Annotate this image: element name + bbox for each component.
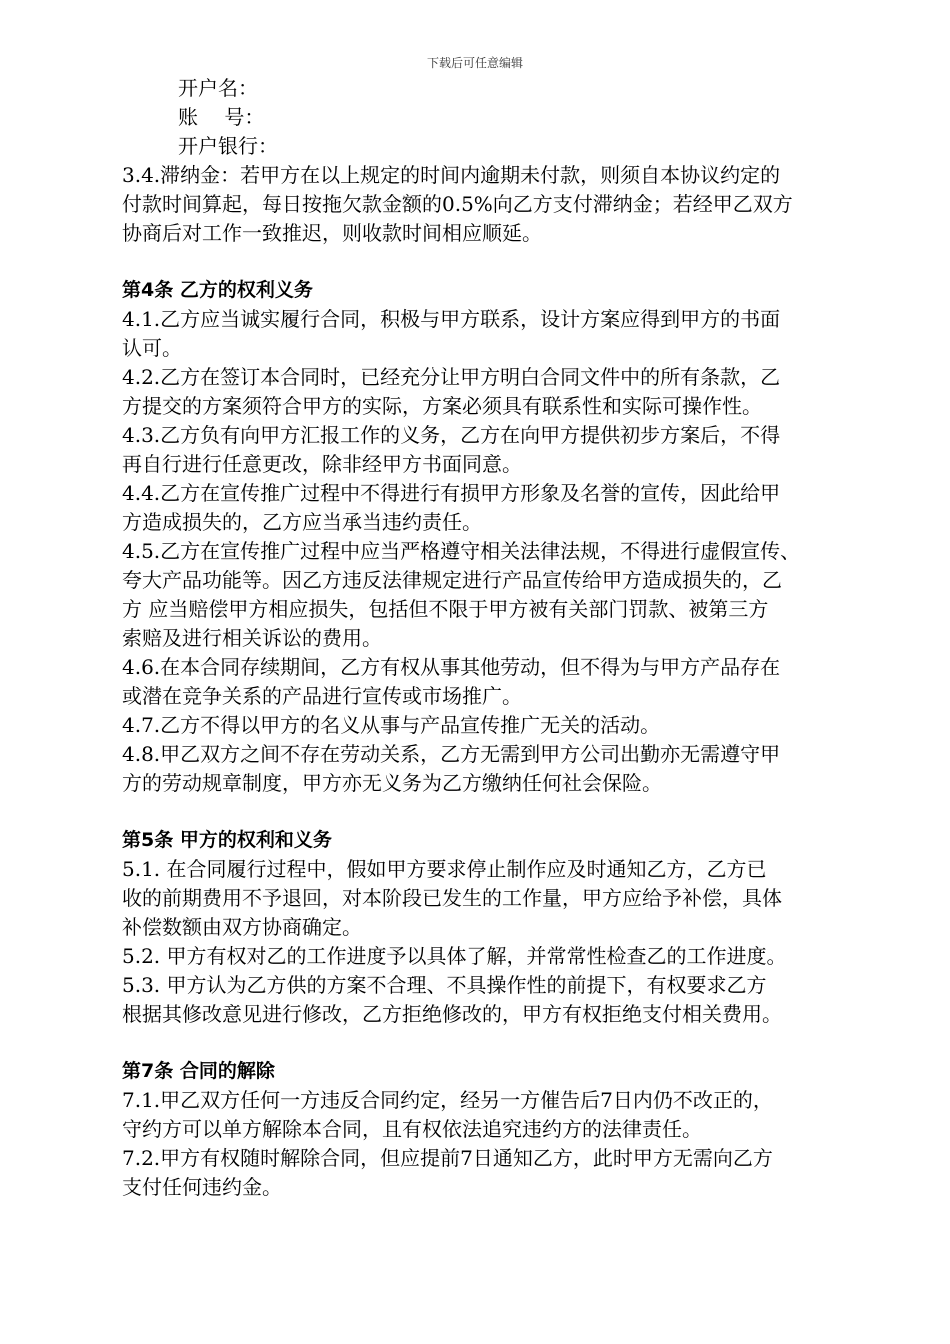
section-4-line: 再自行进行任意更改，除非经甲方书面同意。 xyxy=(122,452,522,476)
section-4-heading: 第4条 乙方的权利义务 xyxy=(122,279,313,301)
section-7-heading: 第7条 合同的解除 xyxy=(122,1060,275,1082)
account-bank-label: 开户银行： xyxy=(178,134,278,158)
account-number-label: 账 号： xyxy=(178,105,265,129)
section-5-line: 5.2. 甲方有权对乙的工作进度予以具体了解，并常常性检查乙的工作进度。 xyxy=(122,944,787,968)
clause-3-4-line: 3.4.滞纳金：若甲方在以上规定的时间内逾期未付款，则须自本协议约定的 xyxy=(122,163,781,187)
spacer xyxy=(122,248,864,276)
section-5-line: 根据其修改意见进行修改，乙方拒绝修改的，甲方有权拒绝支付相关费用。 xyxy=(122,1002,782,1026)
section-4-line: 4.4.乙方在宣传推广过程中不得进行有损甲方形象及名誉的宣传，因此给甲 xyxy=(122,481,781,505)
clause-3-4-line: 付款时间算起，每日按拖欠款金额的0.5%向乙方支付滞纳金；若经甲乙双方 xyxy=(122,192,793,216)
section-7-line: 支付任何违约金。 xyxy=(122,1175,282,1199)
header-watermark: 下载后可任意编辑 xyxy=(426,56,523,70)
section-4-line: 或潜在竞争关系的产品进行宣传或市场推广。 xyxy=(122,684,522,708)
section-7-line: 7.1.甲乙双方任何一方违反合同约定，经另一方催告后7日内仍不改正的， xyxy=(122,1088,773,1112)
section-7-line: 守约方可以单方解除本合同，且有权依法追究违约方的法律责任。 xyxy=(122,1117,702,1141)
section-4-line: 4.8.甲乙双方之间不存在劳动关系，乙方无需到甲方公司出勤亦无需遵守甲 xyxy=(122,742,781,766)
section-4-line: 方 应当赔偿甲方相应损失，包括但不限于甲方被有关部门罚款、被第三方 xyxy=(122,597,769,621)
account-name-label: 开户名： xyxy=(178,76,258,100)
section-5-line: 收的前期费用不予退回，对本阶段已发生的工作量，甲方应给予补偿，具体 xyxy=(122,886,782,910)
section-5-line: 5.1. 在合同履行过程中，假如甲方要求停止制作应及时通知乙方，乙方已 xyxy=(122,857,767,881)
section-4-line: 4.5.乙方在宣传推广过程中应当严格遵守相关法律法规，不得进行虚假宣传、 xyxy=(122,539,801,563)
section-5-line: 补偿数额由双方协商确定。 xyxy=(122,915,362,939)
section-4-line: 方提交的方案须符合甲方的实际，方案必须具有联系性和实际可操作性。 xyxy=(122,394,762,418)
section-4-line: 4.3.乙方负有向甲方汇报工作的义务，乙方在向甲方提供初步方案后，不得 xyxy=(122,423,781,447)
section-4-line: 夸大产品功能等。因乙方违反法律规定进行产品宣传给甲方造成损失的，乙 xyxy=(122,568,782,592)
section-5-heading: 第5条 甲方的权利和义务 xyxy=(122,829,332,851)
section-4-line: 4.1.乙方应当诚实履行合同，积极与甲方联系，设计方案应得到甲方的书面 xyxy=(122,307,781,331)
spacer xyxy=(122,798,864,826)
section-4-line: 认可。 xyxy=(122,336,182,360)
section-4-line: 索赔及进行相关诉讼的费用。 xyxy=(122,626,382,650)
section-4-line: 4.6.在本合同存续期间，乙方有权从事其他劳动，但不得为与甲方产品存在 xyxy=(122,655,781,679)
section-7-line: 7.2.甲方有权随时解除合同，但应提前7日通知乙方，此时甲方无需向乙方 xyxy=(122,1146,773,1170)
document-body xyxy=(122,74,864,1202)
section-5-line: 5.3. 甲方认为乙方供的方案不合理、不具操作性的前提下，有权要求乙方 xyxy=(122,973,767,997)
section-4-line: 4.7.乙方不得以甲方的名义从事与产品宣传推广无关的活动。 xyxy=(122,713,661,737)
section-4-line: 方造成损失的，乙方应当承当违约责任。 xyxy=(122,510,482,534)
clause-3-4-line: 协商后对工作一致推迟，则收款时间相应顺延。 xyxy=(122,221,542,245)
section-4-line: 4.2.乙方在签订本合同时，已经充分让甲方明白合同文件中的所有条款，乙 xyxy=(122,365,781,389)
spacer xyxy=(122,1029,864,1057)
section-4-line: 方的劳动规章制度，甲方亦无义务为乙方缴纳任何社会保险。 xyxy=(122,771,662,795)
